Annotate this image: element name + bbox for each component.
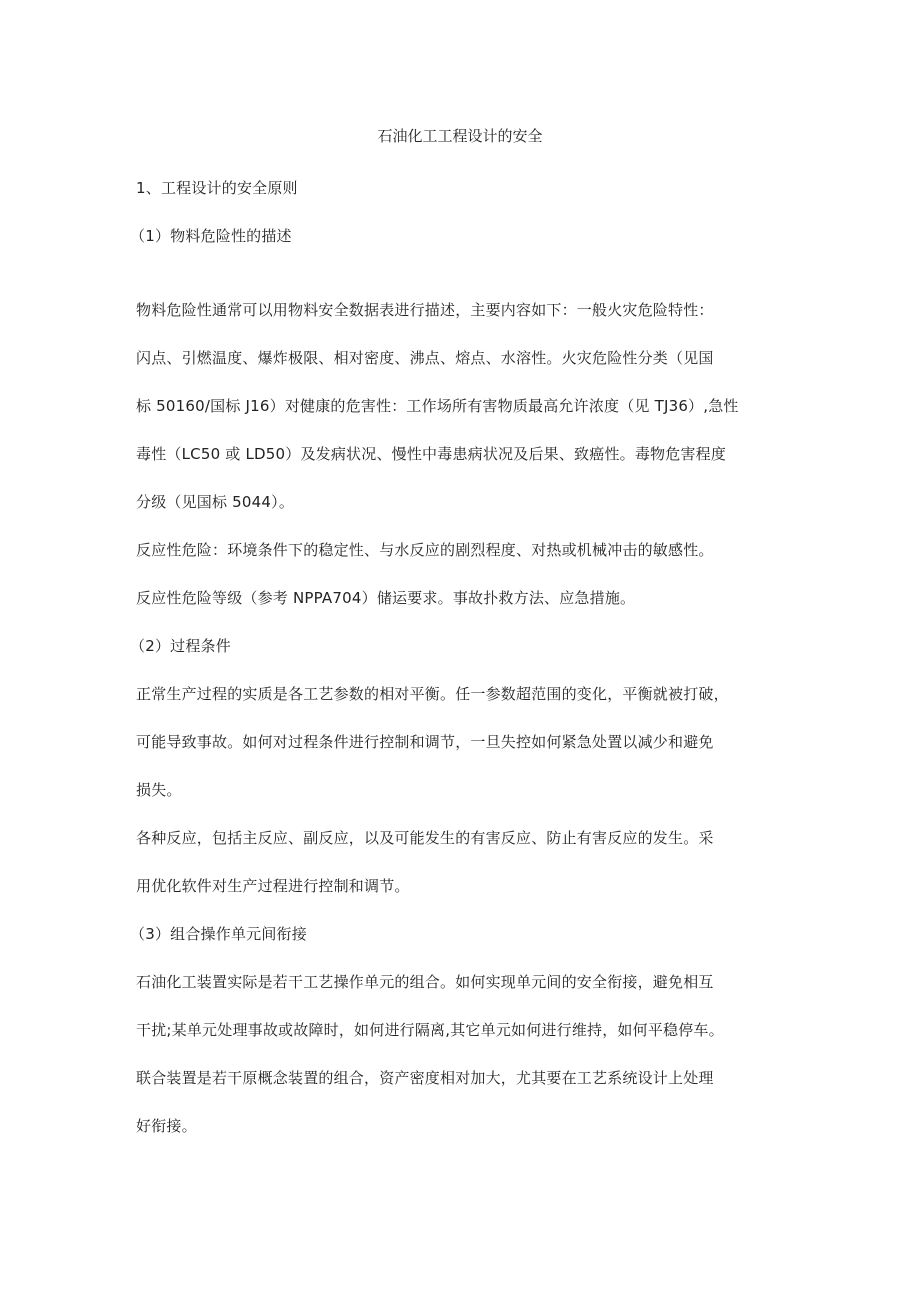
paragraph-line: 干扰;某单元处理事故或故障时，如何进行隔离,其它单元如何进行维持，如何平稳停车。 — [136, 1021, 724, 1039]
paragraph-line: 可能导致事故。如何对过程条件进行控制和调节，一旦失控如何紧急处置以减少和避免 — [136, 733, 714, 751]
paragraph-line: 毒性（LC50 或 LD50）及发病状况、慢性中毒患病状况及后果、致癌性。毒物危害程度 — [136, 445, 727, 463]
paragraph-line: 好衔接。 — [136, 1117, 197, 1135]
paragraph-line: 石油化工装置实际是若干工艺操作单元的组合。如何实现单元间的安全衔接，避免相互 — [136, 973, 714, 991]
section-heading-1: 1、工程设计的安全原则 — [136, 179, 298, 197]
paragraph-line: 闪点、引燃温度、爆炸极限、相对密度、沸点、熔点、水溶性。火灾危险性分类（见国 — [136, 349, 714, 367]
paragraph-line: 分级（见国标 5044）。 — [136, 493, 295, 511]
paragraph-line: 反应性危险：环境条件下的稳定性、与水反应的剧烈程度、对热或机械冲击的敏感性。 — [136, 541, 714, 559]
paragraph-line: 正常生产过程的实质是各工艺参数的相对平衡。任一参数超范围的变化，平衡就被打破， — [136, 685, 729, 703]
paragraph-line: 标 50160/国标 J16）对健康的危害性：工作场所有害物质最高允许浓度（见 TJ36）,急性 — [136, 397, 739, 415]
subsection-heading-1: （1）物料危险性的描述 — [130, 227, 292, 245]
subsection-heading-3: （3）组合操作单元间衔接 — [130, 925, 307, 943]
document-title: 石油化工工程设计的安全 — [377, 127, 543, 145]
paragraph-line: 损失。 — [136, 781, 182, 799]
paragraph-line: 物料危险性通常可以用物料安全数据表进行描述，主要内容如下：一般火灾危险特性： — [136, 301, 714, 319]
paragraph-line: 联合装置是若干原概念装置的组合，资产密度相对加大，尤其要在工艺系统设计上处理 — [136, 1069, 714, 1087]
paragraph-line: 各种反应，包括主反应、副反应，以及可能发生的有害反应、防止有害反应的发生。采 — [136, 829, 714, 847]
subsection-heading-2: （2）过程条件 — [130, 637, 231, 655]
paragraph-line: 用优化软件对生产过程进行控制和调节。 — [136, 877, 410, 895]
paragraph-line: 反应性危险等级（参考 NPPA704）储运要求。事故扑救方法、应急措施。 — [136, 589, 636, 607]
